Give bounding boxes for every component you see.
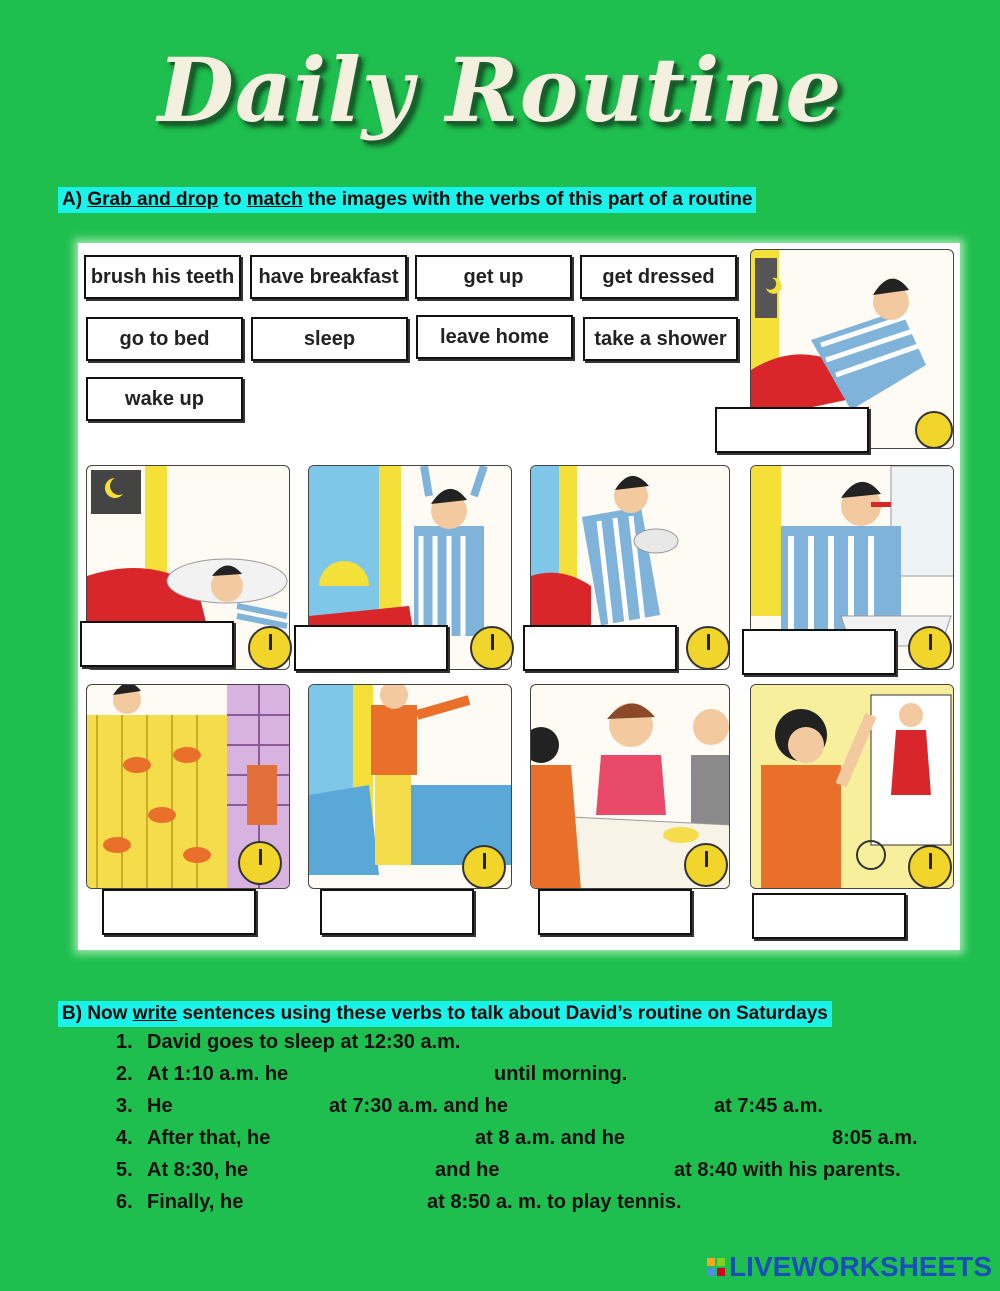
- verb-card-have-breakfast[interactable]: have breakfast: [250, 255, 407, 299]
- drop-box-8[interactable]: [538, 889, 692, 935]
- clock-icon: [684, 843, 728, 887]
- sentence-list: [116, 1031, 976, 1223]
- sentence-text: at 8:50 a. m. to play tennis.: [427, 1191, 682, 1213]
- verb-card-sleep[interactable]: sleep: [251, 317, 408, 361]
- verb-card-go-to-bed[interactable]: go to bed: [86, 317, 243, 361]
- section-b-heading: [58, 1001, 832, 1027]
- clock-icon: [248, 626, 292, 670]
- sentence-number: 1.: [116, 1031, 133, 1053]
- drop-box-6[interactable]: [102, 889, 256, 935]
- section-a-mid: to: [223, 189, 242, 210]
- section-a-label: A): [62, 189, 83, 210]
- verb-card-get-up[interactable]: get up: [415, 255, 572, 299]
- liveworksheets-logo[interactable]: [707, 1251, 992, 1283]
- drop-box-9[interactable]: [752, 893, 906, 939]
- verb-card-take-shower[interactable]: take a shower: [583, 317, 738, 361]
- page-title: Daily Routine: [157, 38, 843, 142]
- drop-box-1[interactable]: [715, 407, 869, 453]
- drop-box-5[interactable]: [742, 629, 896, 675]
- sentence-text: at 7:30 a.m. and he: [329, 1095, 508, 1117]
- drop-box-7[interactable]: [320, 889, 474, 935]
- clock-icon: [908, 845, 952, 889]
- sentence-text: At 1:10 a.m. he: [147, 1063, 289, 1085]
- section-a-word1: Grab and drop: [87, 189, 219, 210]
- sentence-5: [116, 1159, 976, 1191]
- sentence-number: 4.: [116, 1127, 133, 1149]
- clock-icon: [238, 841, 282, 885]
- logo-text: LIVEWORKSHEETS: [729, 1251, 992, 1282]
- sentence-text: Finally, he: [147, 1191, 244, 1213]
- sentence-text: until morning.: [494, 1063, 628, 1085]
- sentence-number: 3.: [116, 1095, 133, 1117]
- clock-icon: [470, 626, 514, 670]
- drop-box-2[interactable]: [80, 621, 234, 667]
- section-b-label: B) Now: [62, 1003, 128, 1024]
- section-b-rest: sentences using these verbs to talk about David’s routine on Saturdays: [182, 1003, 828, 1024]
- sentence-number: 5.: [116, 1159, 133, 1181]
- sentence-text: and he: [435, 1159, 500, 1181]
- sentence-text: David goes to sleep at 12:30 a.m.: [147, 1031, 461, 1053]
- sentence-text: 8:05 a.m.: [832, 1127, 918, 1149]
- sentence-text: at 8 a.m. and he: [475, 1127, 626, 1149]
- sentence-text: at 8:40 with his parents.: [674, 1159, 901, 1181]
- clock-icon: [908, 626, 952, 670]
- sentence-number: 2.: [116, 1063, 133, 1085]
- drop-box-3[interactable]: [294, 625, 448, 671]
- sentence-text: He: [147, 1095, 173, 1117]
- section-a-heading: [58, 187, 756, 213]
- verb-card-get-dressed[interactable]: get dressed: [580, 255, 737, 299]
- sentence-text: at 7:45 a.m.: [714, 1095, 823, 1117]
- sentence-6: [116, 1191, 976, 1223]
- drop-box-4[interactable]: [523, 625, 677, 671]
- sentence-text: At 8:30, he: [147, 1159, 249, 1181]
- sentence-2: [116, 1063, 976, 1095]
- sentence-3: [116, 1095, 976, 1127]
- verb-card-leave-home[interactable]: leave home: [416, 315, 573, 359]
- exercise-panel: [78, 243, 960, 950]
- logo-squares-icon: [707, 1258, 725, 1276]
- section-a-rest: the images with the verbs of this part of a routine: [308, 189, 753, 210]
- sentence-4: [116, 1127, 976, 1159]
- clock-icon: [462, 845, 506, 889]
- sentence-text: After that, he: [147, 1127, 271, 1149]
- section-a-word2: match: [246, 189, 303, 210]
- sentence-number: 6.: [116, 1191, 133, 1213]
- verb-card-wake-up[interactable]: wake up: [86, 377, 243, 421]
- section-b-word: write: [132, 1003, 178, 1024]
- sentence-1: [116, 1031, 976, 1063]
- clock-icon: [686, 626, 730, 670]
- verb-card-brush-teeth[interactable]: brush his teeth: [84, 255, 241, 299]
